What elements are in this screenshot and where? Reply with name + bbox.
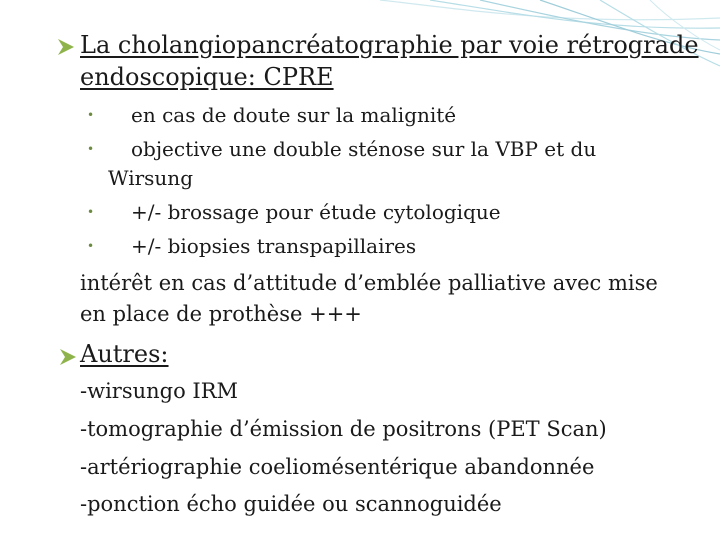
arrow-check-icon (56, 36, 76, 58)
dot-icon: • (87, 142, 95, 156)
dot-icon: • (87, 239, 95, 253)
note-line1: intérêt en cas d’attitude d’emblée palliative avec mise (80, 271, 658, 295)
dot-icon: • (87, 108, 95, 122)
note-line2: en place de prothèse +++ (80, 302, 362, 326)
arrow-check-icon (58, 346, 78, 368)
sub-bullet-3: +/- brossage pour étude cytologique (131, 200, 501, 224)
section1-heading-line2: endoscopique: CPRE (80, 63, 334, 91)
sub-bullet-2: objective une double sténose sur la VBP et du (131, 137, 597, 161)
section1-heading-line1: La cholangiopancréatographie par voie rétrograde (80, 31, 699, 59)
other-item-4: -ponction écho guidée ou scannoguidée (80, 492, 502, 516)
dot-icon: • (87, 205, 95, 219)
other-item-2: -tomographie d’émission de positrons (PET Scan) (80, 417, 607, 441)
sub-bullet-1: en cas de doute sur la malignité (131, 103, 457, 127)
other-item-3: -artériographie coeliomésentérique abandonnée (80, 455, 595, 479)
other-item-1: -wirsungo IRM (80, 379, 239, 403)
sub-bullet-4: +/- biopsies transpapillaires (131, 234, 417, 258)
sub-bullet-2-continuation: Wirsung (108, 166, 193, 190)
section2-heading: Autres: (80, 340, 169, 368)
